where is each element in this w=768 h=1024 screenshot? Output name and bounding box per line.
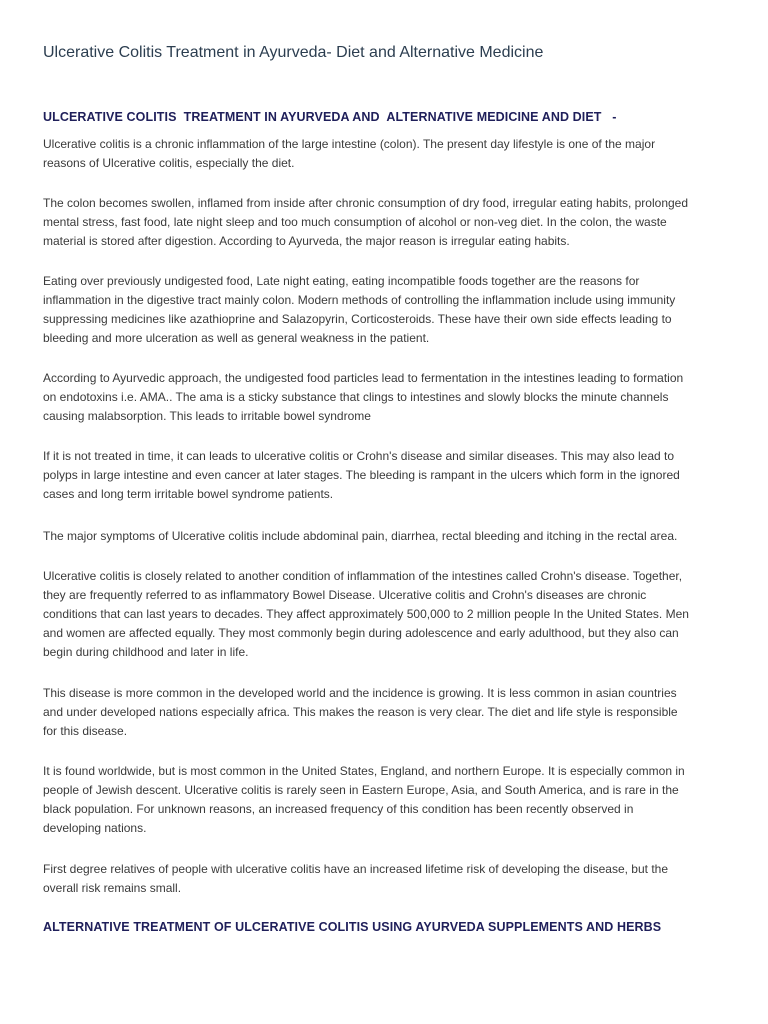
paragraph-crohns-relation: Ulcerative colitis is closely related to another condition of inflammation of the intestines called Crohn's disease. Together, they are frequently referred to as inflammatory Bowel Disease. Ulcerative colitis and Crohn's diseases are chronic conditions that can last years to decades. They affect approximately 500,000 to 2 million people In the United States. Men and women are affected equally. They most commonly begin during adolescence and early adulthood, but they also can begin during childhood and later in life.: [43, 569, 689, 659]
paragraph-causes: Eating over previously undigested food, Late night eating, eating incompatible foods together are the reasons for inflammation in the digestive tract mainly colon. Modern methods of controlling the inflammation include using immunity suppressing medicines like azathioprine and Salazopyrin, Corticosteroids. These have their own side effects leading to bleeding and more ulceration as well as general weakness in the patient.: [43, 274, 676, 345]
paragraph-relatives-risk: First degree relatives of people with ulcerative colitis have an increased lifetime risk of developing the disease, but the overall risk remains small.: [43, 862, 669, 895]
section-heading-ayurveda-treatment: ULCERATIVE COLITIS TREATMENT IN AYURVEDA AND ALTERNATIVE MEDICINE AND DIET -: [43, 110, 617, 124]
paragraph-symptoms: The major symptoms of Ulcerative colitis include abdominal pain, diarrhea, rectal bleeding and itching in the rectal area.: [43, 529, 678, 543]
paragraph-ayurvedic-approach: According to Ayurvedic approach, the undigested food particles lead to fermentation in the intestines leading to formation on endotoxins i.e. AMA.. The ama is a sticky substance that clings to intestines and slowly blocks the minute channels causing malabsorption. This leads to irritable bowel syndrome: [43, 371, 684, 423]
section-heading-alternative-treatment: ALTERNATIVE TREATMENT OF ULCERATIVE COLITIS USING AYURVEDA SUPPLEMENTS AND HERBS: [43, 920, 662, 934]
paragraph-prevalence: This disease is more common in the developed world and the incidence is growing. It is less common in asian countries and under developed nations especially africa. This makes the reason is very clear. The diet and life style is responsible for this disease.: [43, 686, 678, 738]
paragraph-colon-inflammation: The colon becomes swollen, inflamed from inside after chronic consumption of dry food, irregular eating habits, prolonged mental stress, fast food, late night sleep and too much consumption of alcohol or non-veg diet. In the colon, the waste material is stored after digestion. According to Ayurveda, the major reason is irregular eating habits.: [43, 196, 689, 248]
document-title: Ulcerative Colitis Treatment in Ayurveda- Diet and Alternative Medicine: [43, 44, 544, 61]
paragraph-intro: Ulcerative colitis is a chronic inflammation of the large intestine (colon). The present day lifestyle is one of the major reasons of Ulcerative colitis, especially the diet.: [43, 137, 656, 170]
paragraph-geography: It is found worldwide, but is most common in the United States, England, and northern Europe. It is especially common in people of Jewish descent. Ulcerative colitis is rarely seen in Eastern Europe, Asia, and South America, and is rare in the black population. For unknown reasons, an increased frequency of this condition has been recently observed in developing nations.: [43, 764, 685, 835]
paragraph-complications: If it is not treated in time, it can leads to ulcerative colitis or Crohn's disease and similar diseases. This may also lead to polyps in large intestine and even cancer at later stages. The bleeding is rampant in the ulcers which form in the ignored cases and long term irritable bowel syndrome patients.: [43, 449, 680, 501]
